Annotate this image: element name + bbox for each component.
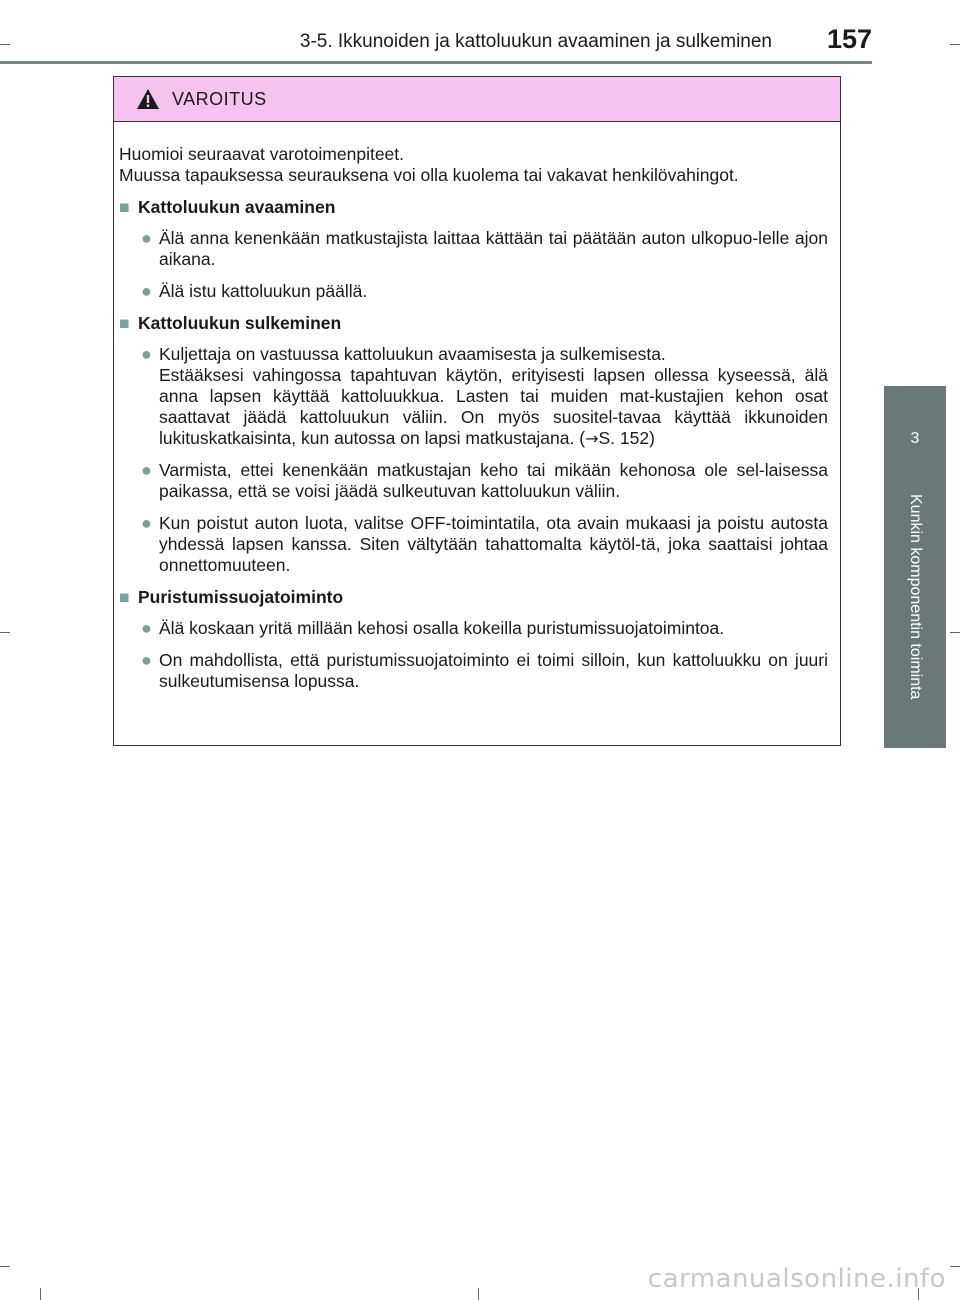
list-item-text: On mahdollista, että puristumissuojatoiminto ei toimi silloin, kun kattoluukku on juuri sulkeutumisensa lopussa. <box>159 650 828 691</box>
circle-bullet-icon: ● <box>141 344 152 364</box>
list-item-text <box>159 344 828 449</box>
section-heading <box>119 313 828 334</box>
warning-title: VAROITUS <box>172 88 267 109</box>
chapter-label-wrap <box>884 494 946 742</box>
square-bullet-icon: ■ <box>119 313 130 333</box>
chapter-number: 3 <box>910 430 920 447</box>
list-item-text: Älä anna kenenkään matkustajista laittaa kättään tai päätään auton ulkopuo-lelle ajon aikana. <box>159 228 828 269</box>
crop-mark <box>950 632 960 633</box>
circle-bullet-icon: ● <box>141 618 152 638</box>
circle-bullet-icon: ● <box>141 460 152 480</box>
arrow-right-icon: → <box>585 429 599 448</box>
watermark: carmanualsonline.info <box>647 1264 946 1294</box>
warning-intro <box>119 144 828 186</box>
crop-mark <box>0 632 10 633</box>
circle-bullet-icon: ● <box>141 650 152 670</box>
chapter-tab <box>884 386 946 748</box>
crop-mark <box>478 1288 479 1300</box>
circle-bullet-icon: ● <box>141 281 152 301</box>
list-item <box>141 513 828 576</box>
circle-bullet-icon: ● <box>141 513 152 533</box>
header-divider <box>0 61 872 64</box>
list-item <box>141 344 828 449</box>
list-item <box>141 281 828 302</box>
list-item-text: Älä istu kattoluukun päällä. <box>159 281 368 301</box>
crop-mark <box>40 1288 41 1300</box>
square-bullet-icon: ■ <box>119 587 130 607</box>
warning-triangle-icon <box>136 88 160 110</box>
crop-mark <box>0 1266 10 1267</box>
list-item-line: Estääksesi vahingossa tapahtuvan käytön, erityisesti lapsen ollessa kyseessä, älä anna lapsen käyttää kattoluukkua. Lasten tai muiden mat-kustajien kehon osat saattavat jäädä kattoluukun väliin. On myös suositel-tavaa käyttää ikkunoiden lukituskatkaisinta, kun autossa on lapsi matkustajana. ( <box>159 365 828 448</box>
list-item <box>141 618 828 639</box>
square-bullet-icon: ■ <box>119 197 130 217</box>
list-item-text: Kun poistut auton luota, valitse OFF-toimintatila, ota avain mukaasi ja poistu autosta yhdessä lapsen kanssa. Siten vältytään tahattomalta käytöl-tä, joka saattaisi johtaa onnettomuuteen. <box>159 513 828 575</box>
warning-box <box>113 76 841 746</box>
list-item <box>141 650 828 692</box>
list-item <box>141 228 828 270</box>
list-item <box>141 460 828 502</box>
page-number: 157 <box>826 24 872 54</box>
crop-mark <box>950 1266 960 1267</box>
page-title: 3-5. Ikkunoiden ja kattoluukun avaaminen ja sulkeminen <box>299 31 772 52</box>
warning-intro-line: Muussa tapauksessa seurauksena voi olla kuolema tai vakavat henkilövahingot. <box>119 165 739 185</box>
section-heading-text: Kattoluukun sulkeminen <box>138 313 342 333</box>
page-header <box>0 0 960 64</box>
circle-bullet-icon: ● <box>141 228 152 248</box>
section-heading-text: Kattoluukun avaaminen <box>138 197 336 217</box>
list-item-line: Kuljettaja on vastuussa kattoluukun avaamisesta ja sulkemisesta. <box>159 344 666 364</box>
list-item-text: Älä koskaan yritä millään kehosi osalla kokeilla puristumissuojatoimintoa. <box>159 618 725 638</box>
warning-body <box>114 122 840 692</box>
list-item-text: Varmista, ettei kenenkään matkustajan keho tai mikään kehonosa ole sel-laisessa paikassa, että se voisi jäädä sulkeutuvan kattoluukun väliin. <box>159 460 828 501</box>
section-heading <box>119 587 828 608</box>
page-reference: S. 152) <box>598 428 655 448</box>
chapter-label: Kunkin komponentin toiminta <box>907 494 924 700</box>
section-heading <box>119 197 828 218</box>
section-heading-text: Puristumissuojatoiminto <box>138 587 344 607</box>
warning-header <box>114 77 840 122</box>
warning-intro-line: Huomioi seuraavat varotoimenpiteet. <box>119 144 405 164</box>
